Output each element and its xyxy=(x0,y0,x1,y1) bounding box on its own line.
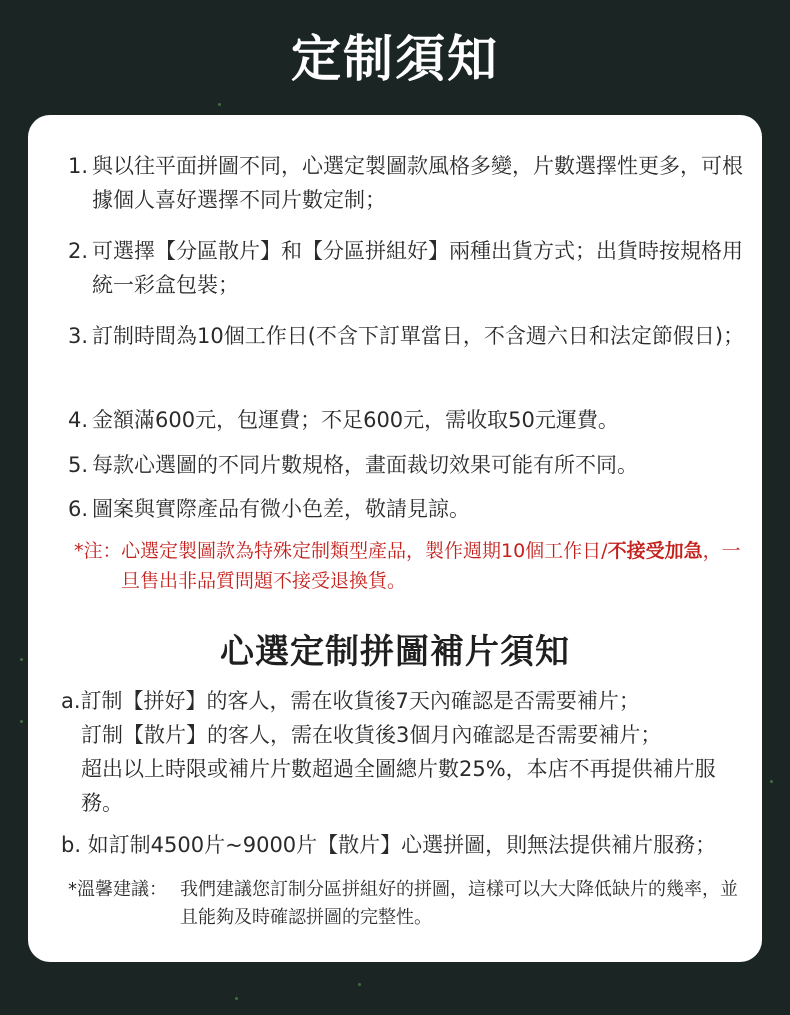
notice-item xyxy=(68,149,748,217)
notice-item xyxy=(68,403,748,437)
notice-item xyxy=(68,234,748,302)
suggestion-note xyxy=(68,876,748,932)
supplement-line: 訂制【散片】的客人，需在收貨後3個月內確認是否需要補片； xyxy=(81,723,662,747)
supplement-item-b xyxy=(61,828,751,862)
warning-text-emphasis: 不接受加急 xyxy=(607,540,703,562)
notice-text: 與以往平面拼圖不同，心選定製圖款風格多變，片數選擇性更多，可根據個人喜好選擇不同片數定制； xyxy=(92,154,743,212)
decor-dot xyxy=(20,658,23,661)
notice-item xyxy=(68,492,748,526)
warning-label: *注： xyxy=(74,540,122,562)
decor-dot xyxy=(770,780,773,783)
notice-text: 圖案與實際產品有微小色差，敬請見諒。 xyxy=(92,497,470,521)
notice-text: 可選擇【分區散片】和【分區拼組好】兩種出貨方式；出貨時按規格用統一彩盒包裝； xyxy=(92,239,743,297)
notice-number: 5. xyxy=(68,453,89,477)
decor-dot xyxy=(218,103,221,106)
notice-number: 3. xyxy=(68,324,89,348)
notice-number: 4. xyxy=(68,408,89,432)
notice-text: 金額滿600元，包運費；不足600元，需收取50元運費。 xyxy=(92,408,619,432)
warning-text-part: ，一旦售出非品質問題不接受退換貨。 xyxy=(121,540,741,592)
supplement-line: 超出以上時限或補片片數超過全圖總片數25%，本店不再提供補片服務。 xyxy=(81,757,716,815)
notice-number: 6. xyxy=(68,497,89,521)
decor-dot xyxy=(358,983,361,986)
page-title: 定制須知 xyxy=(291,30,499,88)
custom-order-warning xyxy=(68,536,748,596)
warning-text xyxy=(68,536,748,596)
notice-text: 每款心選圖的不同片數規格，畫面裁切效果可能有所不同。 xyxy=(92,453,638,477)
suggestion-text: 我們建議您訂制分區拼組好的拼圖，這樣可以大大降低缺片的幾率，並且能夠及時確認拼圖的完整性。 xyxy=(180,879,738,928)
notice-item xyxy=(68,319,748,353)
notice-item xyxy=(68,448,748,482)
decor-dot xyxy=(20,720,23,723)
supplement-title: 心選定制拼圖補片須知 xyxy=(220,632,570,672)
supplement-line: b. 如訂制4500片~9000片【散片】心選拼圖，則無法提供補片服務； xyxy=(61,833,717,857)
supplement-line: a.訂制【拼好】的客人，需在收貨後7天內確認是否需要補片； xyxy=(61,689,640,713)
notice-card xyxy=(28,115,762,962)
notice-number: 2. xyxy=(68,239,89,263)
warning-text-part: 心選定製圖款為特殊定制類型產品，製作週期10個工作日/ xyxy=(121,540,608,562)
suggestion-label: *溫馨建議： xyxy=(68,879,167,900)
supplement-item-a xyxy=(61,684,751,820)
notice-text: 訂制時間為10個工作日(不含下訂單當日，不含週六日和法定節假日)； xyxy=(92,324,745,348)
notice-number: 1. xyxy=(68,154,89,178)
decor-dot xyxy=(235,997,238,1000)
